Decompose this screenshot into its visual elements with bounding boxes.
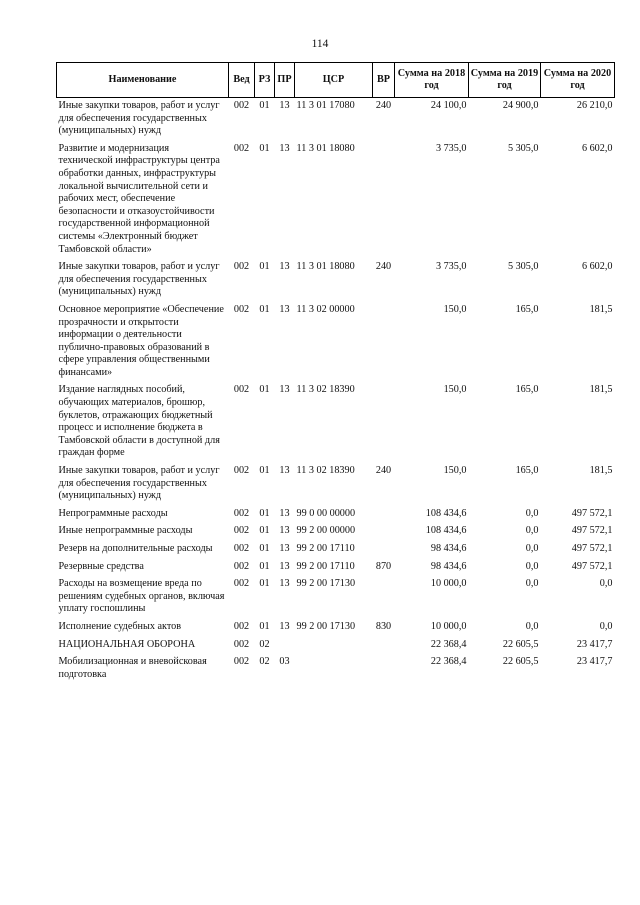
row-name: Издание наглядных пособий, обучающих материалов, брошюр, буклетов, отражающих бюджетный процесс и исполнение бюджета в Тамбовской области в доступной для граждан форме: [58, 384, 220, 459]
row-name: НАЦИОНАЛЬНАЯ ОБОРОНА: [58, 638, 196, 650]
row-name: Иные закупки товаров, работ и услуг для обеспечения государственных (муниципальных) нужд: [58, 465, 220, 502]
row-rz: 01: [259, 560, 270, 572]
row-sum-2018: 150,0: [443, 303, 467, 315]
row-csr: 99 2 00 00000: [296, 525, 356, 537]
row-rz: 01: [259, 578, 270, 590]
row-name: Иные непрограммные расходы: [58, 525, 193, 537]
row-name: Мобилизационная и вневойсковая подготовка: [58, 656, 207, 680]
row-vr: 240: [375, 465, 392, 477]
row-sum-2019: 0,0: [525, 507, 539, 519]
header-csr: ЦСР: [295, 63, 373, 98]
row-sum-2018: 22 368,4: [430, 656, 467, 668]
row-rz: 01: [259, 543, 270, 554]
row-csr: 11 3 01 17080: [296, 100, 355, 111]
row-ved: 002: [233, 525, 250, 537]
header-pr: ПР: [275, 63, 295, 98]
row-sum-2020: 181,5: [589, 303, 613, 315]
row-name: Резерв на дополнительные расходы: [58, 543, 213, 554]
row-sum-2018: 3 735,0: [435, 261, 467, 273]
row-pr: 13: [279, 543, 290, 554]
row-sum-2019: 22 605,5: [502, 638, 539, 650]
row-name: Исполнение судебных актов: [58, 620, 182, 632]
row-csr: 11 3 02 00000: [296, 303, 355, 315]
row-sum-2020: 497 572,1: [571, 560, 613, 572]
row-ved: 002: [233, 261, 250, 273]
row-csr: 99 0 00 00000: [296, 507, 356, 519]
row-ved: 002: [233, 656, 250, 668]
row-sum-2020: 0,0: [599, 578, 613, 590]
row-sum-2020: 6 602,0: [581, 142, 613, 154]
table-row: [57, 382, 615, 463]
table-row: [57, 559, 615, 577]
row-pr: 13: [279, 261, 290, 273]
row-ved: 002: [233, 578, 250, 590]
header-vr: ВР: [373, 63, 395, 98]
row-sum-2019: 0,0: [525, 560, 539, 572]
row-sum-2020: 181,5: [589, 465, 613, 477]
row-rz: 02: [259, 638, 270, 650]
row-vr: [373, 141, 395, 259]
table-row: [57, 506, 615, 524]
row-rz: 01: [259, 142, 270, 154]
row-vr: 870: [375, 560, 392, 572]
row-name: Иные закупки товаров, работ и услуг для обеспечения государственных (муниципальных) нужд: [58, 100, 220, 137]
row-sum-2018: 150,0: [443, 384, 467, 396]
row-sum-2020: 26 210,0: [576, 100, 613, 111]
row-rz: 02: [259, 656, 270, 668]
row-pr: 13: [279, 100, 290, 111]
row-sum-2020: 23 417,7: [576, 638, 613, 650]
row-sum-2018: 10 000,0: [430, 578, 467, 590]
row-csr: 11 3 01 18080: [296, 142, 355, 154]
header-ved: Вед: [229, 63, 255, 98]
row-name: Резервные средства: [58, 560, 144, 572]
row-sum-2020: 23 417,7: [576, 656, 613, 668]
row-sum-2018: 150,0: [443, 465, 467, 477]
row-ved: 002: [233, 303, 250, 315]
table-header-row: [57, 63, 615, 98]
row-csr: 11 3 02 18390: [296, 465, 355, 477]
row-pr: 03: [279, 656, 290, 668]
row-rz: 01: [259, 620, 270, 632]
row-sum-2018: 24 100,0: [430, 100, 467, 111]
table-row: [57, 302, 615, 383]
row-csr: 99 2 00 17110: [296, 543, 355, 554]
row-pr: 13: [279, 620, 290, 632]
table-row: [57, 463, 615, 506]
row-pr: 13: [279, 465, 290, 477]
row-name: Развитие и модернизация технической инфраструктуры центра обработки данных, инфраструктуры локальной вычислительной сети и рабочих мест, обеспечение безопасности и отказоустойчивости государственной информационной системы «Электронный бюджет Тамбовской области»: [58, 142, 220, 255]
row-vr: 240: [375, 100, 392, 111]
row-sum-2018: 98 434,6: [430, 560, 467, 572]
row-vr: [373, 654, 395, 684]
row-pr: 13: [279, 525, 290, 537]
table-row: [57, 141, 615, 259]
row-sum-2018: 10 000,0: [430, 620, 467, 632]
row-sum-2020: 497 572,1: [571, 525, 613, 537]
row-rz: 01: [259, 100, 270, 111]
row-sum-2020: 497 572,1: [571, 543, 613, 554]
row-sum-2019: 0,0: [525, 578, 539, 590]
row-vr: [373, 576, 395, 619]
row-sum-2020: 0,0: [599, 620, 613, 632]
row-vr: [373, 523, 395, 541]
table-row: [57, 541, 615, 559]
table-row: [57, 576, 615, 619]
row-vr: 240: [375, 261, 392, 273]
row-sum-2019: 165,0: [515, 303, 539, 315]
row-csr: [295, 654, 373, 684]
header-rz: РЗ: [255, 63, 275, 98]
row-ved: 002: [233, 100, 250, 111]
row-sum-2019: 5 305,0: [507, 142, 539, 154]
table-row: [57, 259, 615, 302]
row-pr: 13: [279, 303, 290, 315]
row-csr: 99 2 00 17130: [296, 620, 356, 632]
row-sum-2020: 6 602,0: [581, 261, 613, 273]
row-sum-2019: 22 605,5: [502, 656, 539, 668]
row-vr: [373, 382, 395, 463]
header-sum-2018: Сумма на 2018 год: [395, 63, 469, 98]
row-sum-2019: 0,0: [525, 543, 539, 554]
row-ved: 002: [233, 560, 250, 572]
row-rz: 01: [259, 465, 270, 477]
row-rz: 01: [259, 384, 270, 396]
row-ved: 002: [233, 638, 250, 650]
row-ved: 002: [233, 384, 250, 396]
row-sum-2019: 24 900,0: [502, 100, 539, 111]
row-sum-2018: 108 434,6: [425, 525, 467, 537]
row-sum-2018: 3 735,0: [435, 142, 467, 154]
row-csr: 11 3 01 18080: [296, 261, 355, 273]
row-pr: 13: [279, 384, 290, 396]
row-sum-2018: 108 434,6: [425, 507, 467, 519]
row-csr: 99 2 00 17110: [296, 560, 355, 572]
row-vr: [373, 302, 395, 383]
row-ved: 002: [233, 465, 250, 477]
row-pr: 13: [279, 560, 290, 572]
table-row: [57, 654, 615, 684]
row-ved: 002: [233, 543, 250, 554]
page-number: 114: [311, 38, 329, 50]
row-sum-2019: 165,0: [515, 384, 539, 396]
table-body: [57, 98, 615, 685]
row-rz: 01: [259, 261, 270, 273]
row-sum-2020: 181,5: [589, 384, 613, 396]
row-sum-2019: 0,0: [525, 620, 539, 632]
header-sum-2019: Сумма на 2019 год: [469, 63, 541, 98]
row-vr: [373, 541, 395, 559]
row-vr: 830: [375, 620, 392, 632]
row-pr: 13: [279, 142, 290, 154]
row-name: Основное мероприятие «Обеспечение прозрачности и открытости информации о деятельности публично-правовых образований в сфере управления общественными финансами»: [58, 303, 224, 378]
row-sum-2019: 165,0: [515, 465, 539, 477]
row-sum-2019: 5 305,0: [507, 261, 539, 273]
header-sum-2020: Сумма на 2020 год: [541, 63, 615, 98]
row-sum-2019: 0,0: [525, 525, 539, 537]
table-row: [57, 637, 615, 655]
row-pr: 13: [279, 578, 290, 590]
row-rz: 01: [259, 525, 270, 537]
row-pr: 13: [279, 507, 290, 519]
row-sum-2018: 22 368,4: [430, 638, 467, 650]
row-name: Расходы на возмещение вреда по решениям судебных органов, включая уплату госпошлины: [58, 578, 225, 615]
row-vr: [373, 506, 395, 524]
row-pr: [275, 637, 295, 655]
table-row: [57, 523, 615, 541]
budget-table: [56, 62, 615, 684]
row-sum-2020: 497 572,1: [571, 507, 613, 519]
header-name: Наименование: [57, 63, 229, 98]
row-ved: 002: [233, 507, 250, 519]
row-csr: 11 3 02 18390: [296, 384, 355, 396]
row-vr: [373, 637, 395, 655]
row-csr: [295, 637, 373, 655]
row-name: Иные закупки товаров, работ и услуг для обеспечения государственных (муниципальных) нужд: [58, 261, 220, 298]
table-row: [57, 619, 615, 637]
row-ved: 002: [233, 142, 250, 154]
row-name: Непрограммные расходы: [58, 507, 168, 519]
table-row: [57, 98, 615, 141]
row-csr: 99 2 00 17130: [296, 578, 356, 590]
row-rz: 01: [259, 303, 270, 315]
row-ved: 002: [233, 620, 250, 632]
row-rz: 01: [259, 507, 270, 519]
row-sum-2018: 98 434,6: [430, 543, 467, 554]
